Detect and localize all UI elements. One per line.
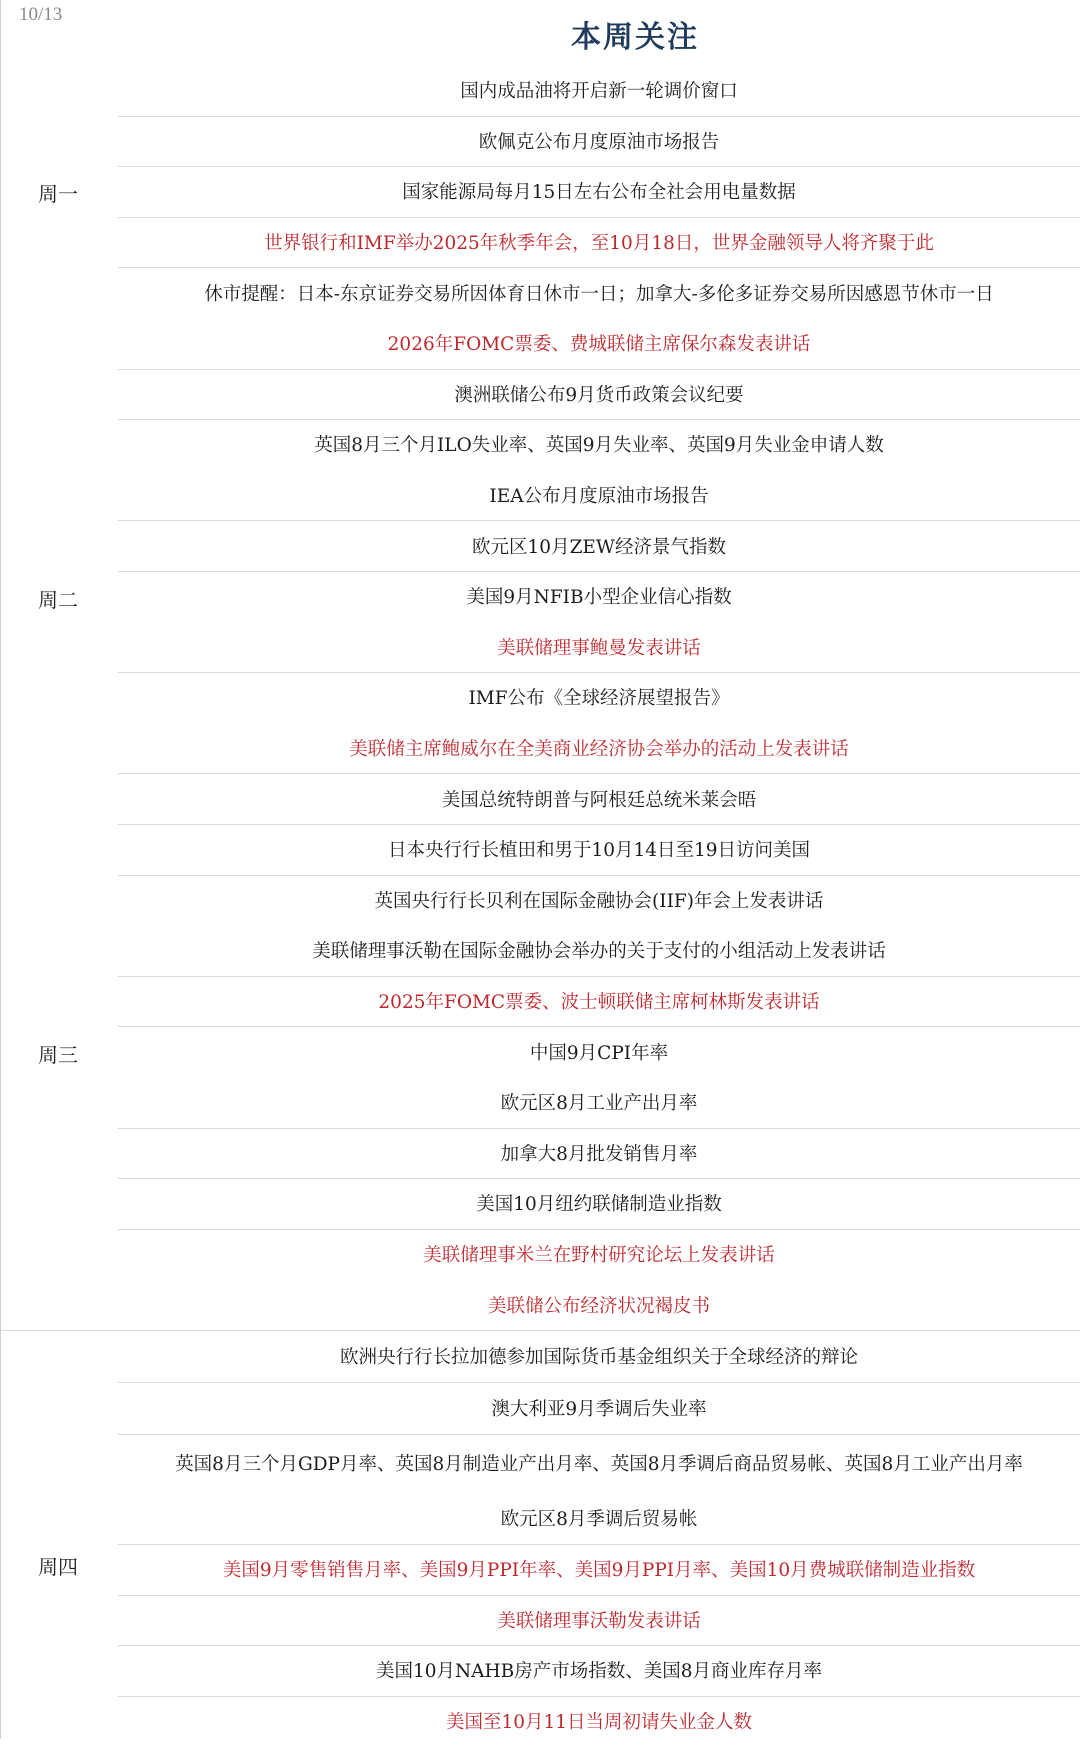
event-row: 美国10月NAHB房产市场指数、美国8月商业库存月率 — [375, 1661, 823, 1683]
left-border — [0, 0, 1, 1739]
event-row: 日本央行行长植田和男于10月14日至19日访问美国 — [387, 840, 811, 862]
date-label: 10/13 — [19, 4, 63, 25]
event-row: 英国央行行长贝利在国际金融协会(IIF)年会上发表讲话 — [374, 890, 824, 912]
event-row: 美国9月零售销售月率、美国9月PPI年率、美国9月PPI月率、美国10月费城联储制造业指数 — [222, 1560, 976, 1582]
event-row: 美联储理事米兰在野村研究论坛上发表讲话 — [423, 1245, 775, 1267]
event-row: 美联储理事鲍曼发表讲话 — [497, 637, 701, 659]
event-row: 美国9月NFIB小型企业信心指数 — [466, 587, 732, 609]
event-row: 欧元区8月工业产出月率 — [500, 1093, 698, 1115]
event-row: 国内成品油将开启新一轮调价窗口 — [460, 81, 738, 103]
event-row: 澳大利亚9月季调后失业率 — [491, 1399, 707, 1420]
event-row: IMF公布《全球经济展望报告》 — [468, 688, 730, 710]
day-label-thursday: 周四 — [38, 1555, 78, 1579]
day-label-wednesday: 周三 — [38, 1043, 78, 1067]
event-row: 美联储理事沃勒发表讲话 — [497, 1610, 701, 1632]
event-row: 美国10月纽约联储制造业指数 — [476, 1194, 722, 1216]
event-row: 英国8月三个月ILO失业率、英国9月失业率、英国9月失业金申请人数 — [314, 435, 884, 457]
event-row: 加拿大8月批发销售月率 — [500, 1143, 698, 1165]
day-label-tuesday: 周二 — [38, 588, 78, 612]
event-row: 欧佩克公布月度原油市场报告 — [478, 131, 720, 153]
event-row: 美国总统特朗普与阿根廷总统米莱会晤 — [441, 789, 757, 811]
event-row: 美联储公布经济状况褐皮书 — [487, 1295, 710, 1317]
event-row: 美联储主席鲍威尔在全美商业经济协会举办的活动上发表讲话 — [349, 739, 849, 761]
event-row: IEA公布月度原油市场报告 — [489, 486, 709, 508]
page-title: 本周关注 — [571, 20, 699, 55]
event-row: 澳洲联储公布9月货币政策会议纪要 — [454, 384, 744, 406]
event-row: 国家能源局每月15日左右公布全社会用电量数据 — [402, 182, 796, 204]
event-row: 欧元区10月ZEW经济景气指数 — [472, 536, 726, 558]
event-row: 英国8月三个月GDP月率、英国8月制造业产出月率、英国8月季调后商品贸易帐、英国8月工业产出月率 — [175, 1454, 1023, 1475]
event-row: 美联储理事沃勒在国际金融协会举办的关于支付的小组活动上发表讲话 — [312, 941, 886, 963]
event-row: 世界银行和IMF举办2025年秋季年会，至10月18日，世界金融领导人将齐聚于此 — [264, 233, 934, 255]
event-row: 2025年FOMC票委、波士顿联储主席柯林斯发表讲话 — [378, 992, 820, 1014]
event-row: 中国9月CPI年率 — [529, 1042, 669, 1064]
event-row: 2026年FOMC票委、费城联储主席保尔森发表讲话 — [387, 334, 811, 356]
event-row: 欧元区8月季调后贸易帐 — [500, 1509, 698, 1530]
event-row: 休市提醒：日本-东京证券交易所因体育日休市一日；加拿大-多伦多证券交易所因感恩节休市一日 — [204, 283, 994, 305]
day-label-monday: 周一 — [38, 182, 78, 206]
event-row: 美国至10月11日当周初请失业金人数 — [445, 1712, 753, 1734]
event-row: 欧洲央行行长拉加德参加国际货币基金组织关于全球经济的辩论 — [339, 1347, 858, 1368]
